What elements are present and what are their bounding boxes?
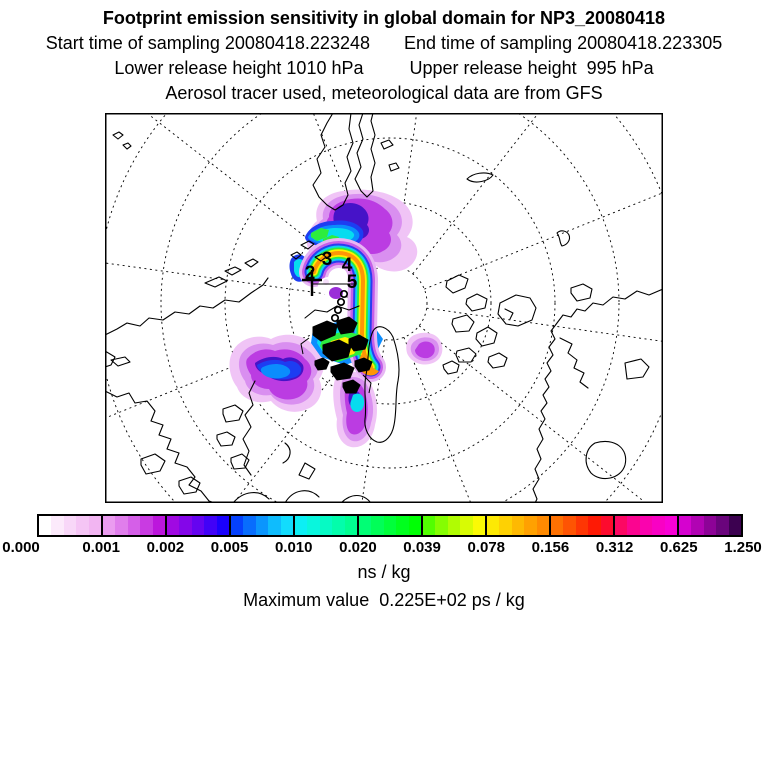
map-panel <box>105 113 663 503</box>
colorbar-cell <box>115 516 127 535</box>
trajectory-label-4: 4 <box>341 255 353 276</box>
colorbar-cell <box>396 516 408 535</box>
colorbar-cell <box>64 516 76 535</box>
colorbar-cell <box>192 516 204 535</box>
release-heights-line <box>0 56 768 81</box>
colorbar-tick-label: 0.625 <box>660 539 698 556</box>
colorbar-cell <box>499 516 511 535</box>
colorbar-cell <box>627 516 639 535</box>
colorbar-cell <box>551 516 563 535</box>
colorbar-tick-label: 0.039 <box>403 539 441 556</box>
upper-release-label: Upper release height 995 hPa <box>409 58 654 78</box>
colorbar-segment <box>423 516 487 535</box>
colorbar-swatches <box>37 514 743 537</box>
colorbar-cell <box>167 516 179 535</box>
colorbar-tick-label: 0.078 <box>467 539 506 556</box>
colorbar-tick-label: 0.002 <box>146 539 185 556</box>
colorbar-cell <box>128 516 140 535</box>
colorbar-segment <box>615 516 679 535</box>
colorbar-cell <box>652 516 664 535</box>
colorbar-cell <box>217 516 229 535</box>
colorbar-cell <box>448 516 460 535</box>
colorbar-cell <box>473 516 485 535</box>
colorbar-cell <box>320 516 332 535</box>
colorbar-cell <box>332 516 344 535</box>
colorbar-tick-label: 0.010 <box>274 539 313 556</box>
colorbar-segment <box>231 516 295 535</box>
colorbar-cell <box>537 516 549 535</box>
colorbar-tick-label: 0.312 <box>595 539 634 556</box>
colorbar-cell <box>268 516 280 535</box>
colorbar-cell <box>704 516 716 535</box>
colorbar-segment <box>167 516 231 535</box>
colorbar-cell <box>576 516 588 535</box>
colorbar-cell <box>140 516 152 535</box>
maximum-value-label: Maximum value 0.225E+02 ps / kg <box>243 590 525 610</box>
colorbar-cell <box>615 516 627 535</box>
colorbar-cell <box>179 516 191 535</box>
trajectory-label-5: 5 <box>346 272 358 293</box>
trajectory-label-2: 2 <box>304 263 316 284</box>
colorbar-tick-label: 0.001 <box>82 539 120 556</box>
colorbar-cell <box>231 516 243 535</box>
colorbar-cell <box>716 516 728 535</box>
colorbar-cell <box>89 516 101 535</box>
colorbar-cell <box>39 516 51 535</box>
colorbar-segment <box>295 516 359 535</box>
colorbar-cell <box>729 516 741 535</box>
colorbar-cell <box>295 516 307 535</box>
colorbar-cell <box>409 516 421 535</box>
figure-header <box>0 6 768 106</box>
colorbar-ticks <box>2 539 762 559</box>
colorbar-cell <box>307 516 319 535</box>
colorbar-cell <box>359 516 371 535</box>
colorbar-tick-label: 0.005 <box>210 539 249 556</box>
colorbar-cell <box>76 516 88 535</box>
colorbar-segment <box>679 516 741 535</box>
colorbar-cell <box>204 516 216 535</box>
end-time-label: End time of sampling 20080418.223305 <box>404 33 723 53</box>
figure-title: Footprint emission sensitivity in global domain for NP3_20080418 <box>102 8 666 28</box>
colorbar-cell <box>371 516 383 535</box>
colorbar-segment <box>359 516 423 535</box>
colorbar-units-label: ns / kg <box>357 562 411 582</box>
colorbar-cell <box>243 516 255 535</box>
colorbar-cell <box>256 516 268 535</box>
colorbar-cell <box>679 516 691 535</box>
colorbar-tick-label: 0.156 <box>531 539 570 556</box>
colorbar-cell <box>423 516 435 535</box>
colorbar-cell <box>345 516 357 535</box>
colorbar-cell <box>640 516 652 535</box>
colorbar-segment <box>551 516 615 535</box>
colorbar-cell <box>512 516 524 535</box>
trajectory-label-3: 3 <box>321 249 333 270</box>
start-time-label: Start time of sampling 20080418.223248 <box>45 33 370 53</box>
colorbar-cell <box>153 516 165 535</box>
colorbar-cell <box>435 516 447 535</box>
colorbar-segment <box>103 516 167 535</box>
colorbar-tick-label: 0.000 <box>2 539 40 556</box>
polar-map <box>105 113 663 503</box>
lower-release-label: Lower release height 1010 hPa <box>114 58 364 78</box>
colorbar-cell <box>51 516 63 535</box>
colorbar-cell <box>487 516 499 535</box>
colorbar-tick-label: 1.250 <box>724 539 762 556</box>
colorbar-cell <box>103 516 115 535</box>
colorbar-segment <box>487 516 551 535</box>
colorbar-cell <box>601 516 613 535</box>
tracer-info-line: Aerosol tracer used, meteorological data are from GFS <box>165 83 603 103</box>
colorbar-cell <box>665 516 677 535</box>
colorbar-segment <box>39 516 103 535</box>
colorbar-cell <box>588 516 600 535</box>
colorbar-cell <box>563 516 575 535</box>
colorbar-cell <box>524 516 536 535</box>
colorbar-cell <box>281 516 293 535</box>
sampling-times-line <box>0 31 768 56</box>
map-background <box>105 113 663 503</box>
colorbar-cell <box>384 516 396 535</box>
colorbar-cell <box>460 516 472 535</box>
colorbar-cell <box>691 516 703 535</box>
colorbar-tick-label: 0.020 <box>339 539 377 556</box>
